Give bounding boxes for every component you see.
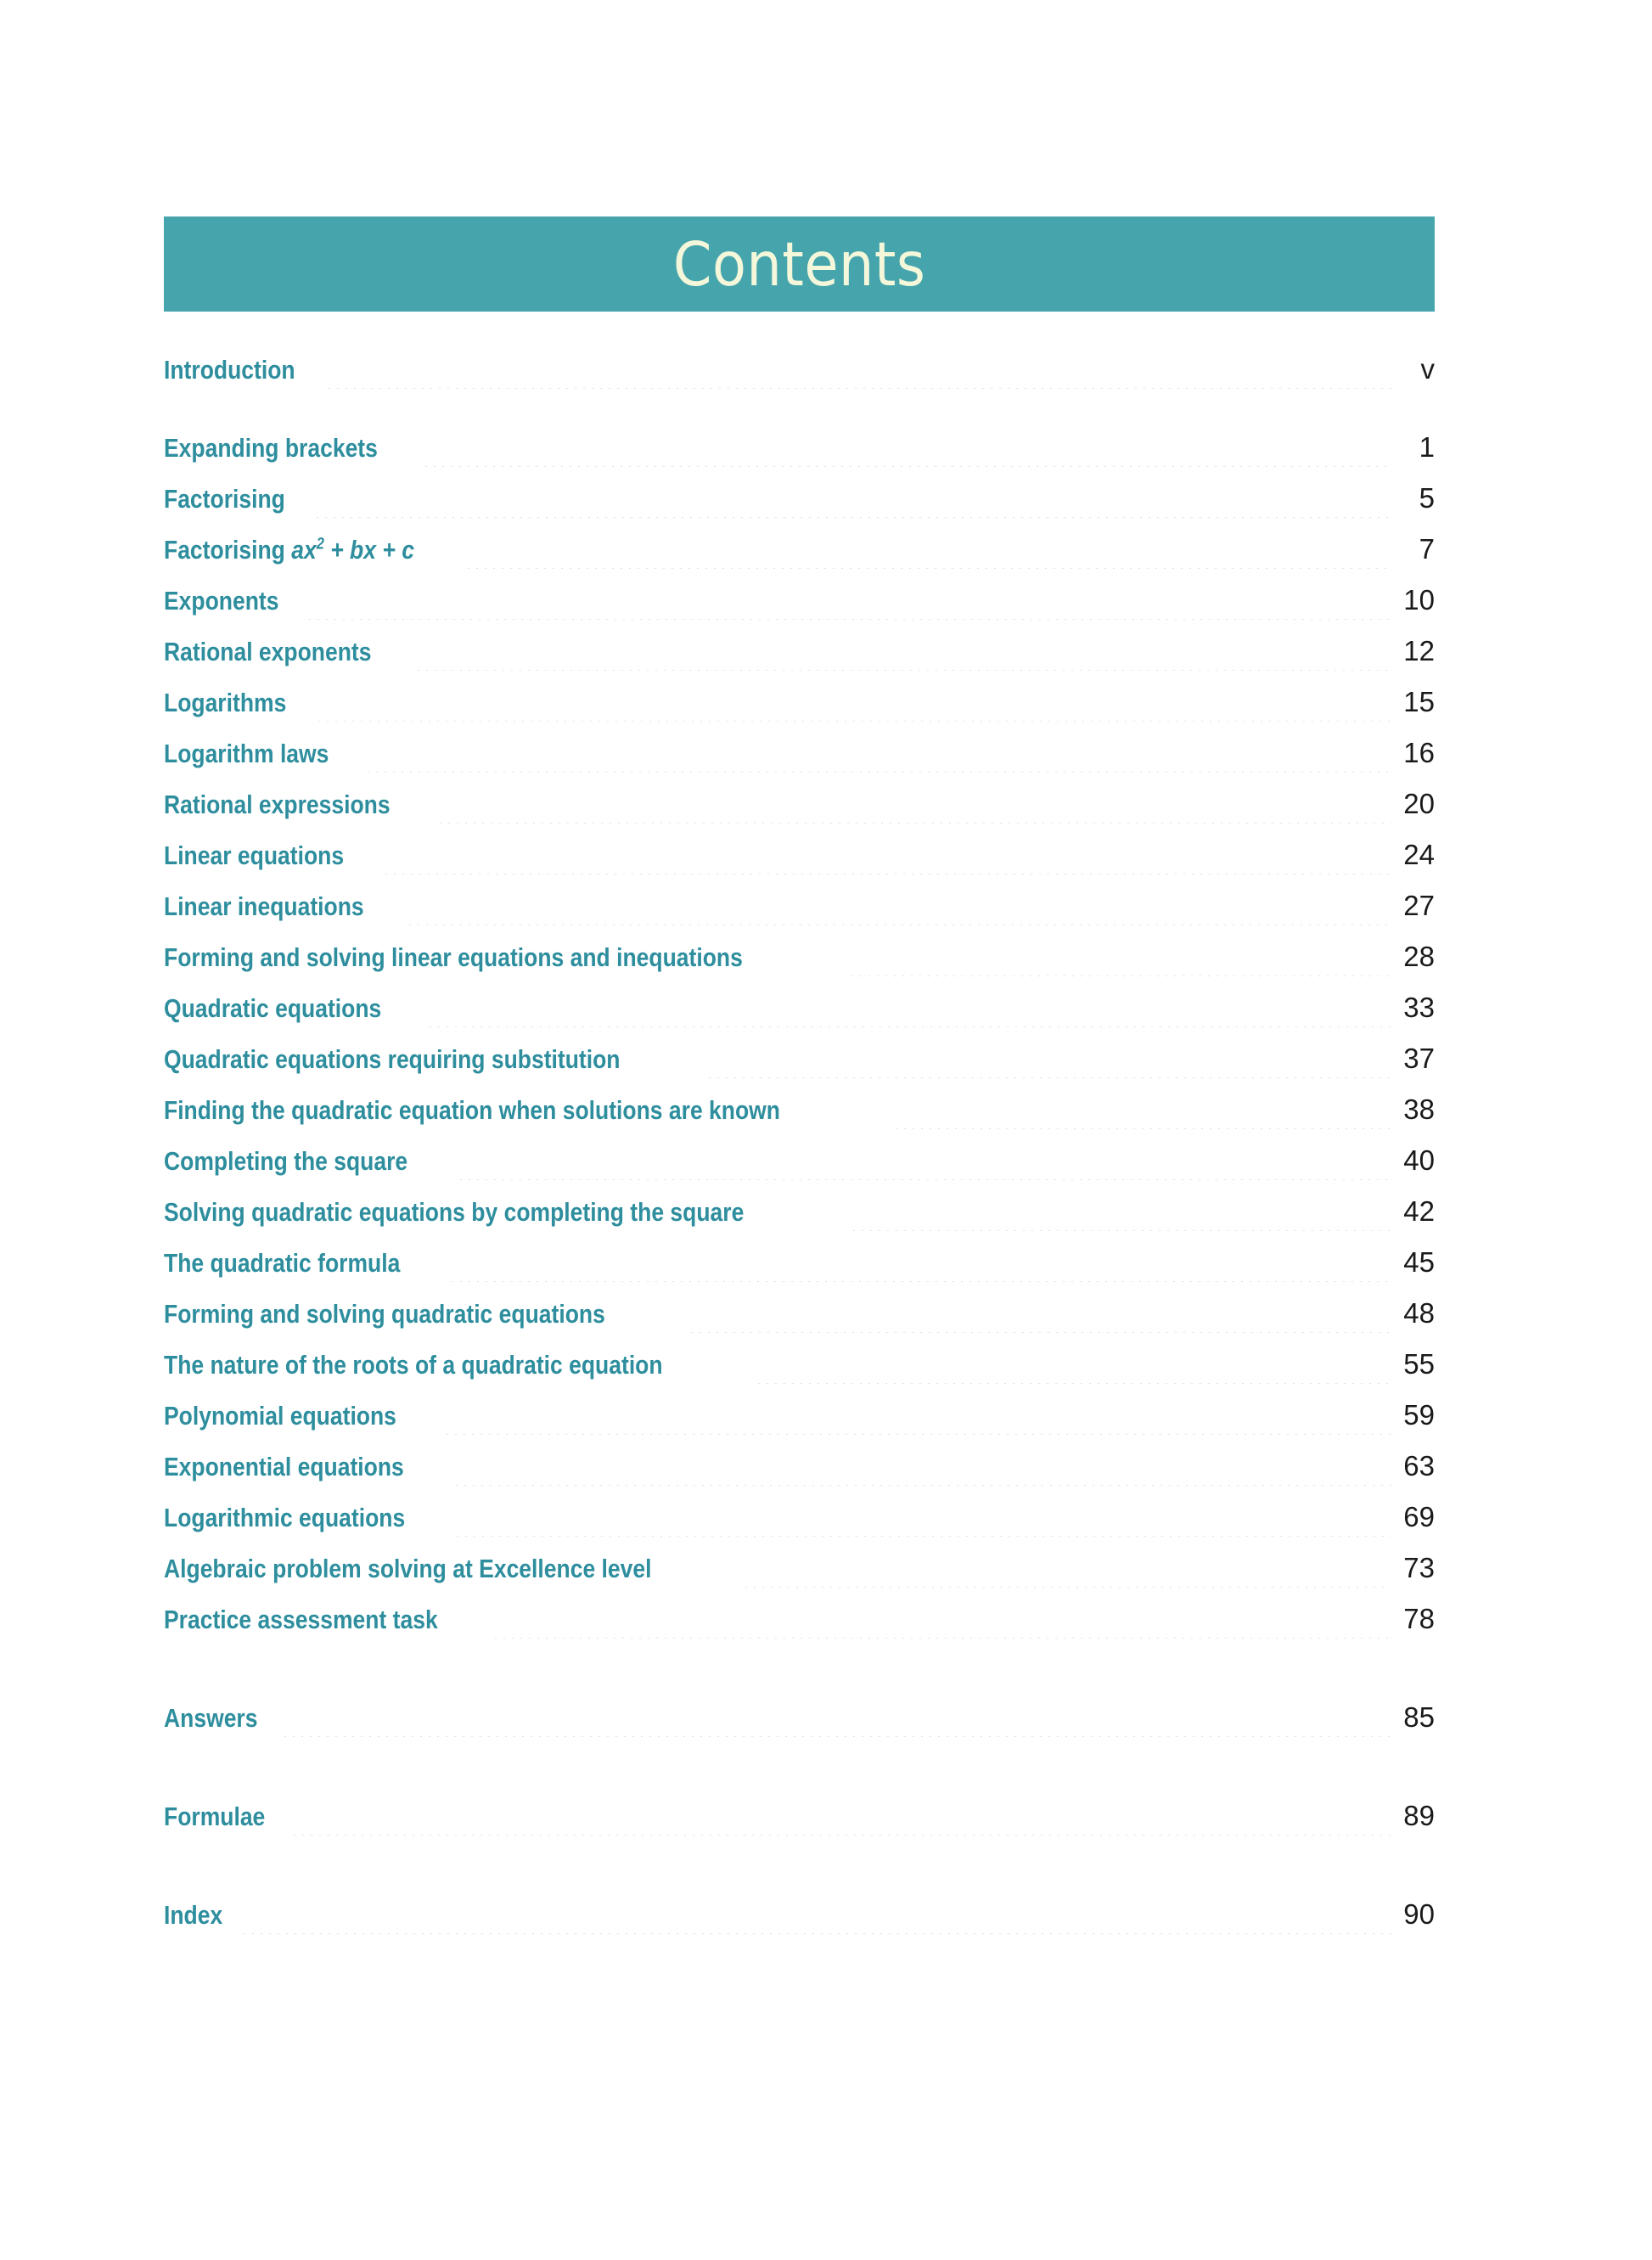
toc-entry-label: Linear equations [164, 840, 345, 870]
toc-leader-dots [364, 772, 1391, 773]
toc-entry-label: The nature of the roots of a quadratic equation [164, 1350, 663, 1380]
toc-leader-dots [452, 1485, 1391, 1486]
toc-entry-label: Quadratic equations requiring substitution [164, 1044, 621, 1074]
toc-leader-dots [315, 721, 1391, 722]
toc-entry-label: Forming and solving quadratic equations [164, 1299, 605, 1329]
toc-entry-label: Quadratic equations [164, 993, 382, 1023]
toc-entry-label: Introduction [164, 355, 295, 385]
toc-entry-page-number: 85 [1403, 1701, 1435, 1733]
toc-entry[interactable] [164, 1146, 1435, 1197]
toc-entry[interactable] [164, 484, 1435, 535]
toc-entry[interactable] [164, 1503, 1435, 1554]
toc-leader-dots [705, 1077, 1391, 1078]
toc-leader-dots [240, 1933, 1391, 1934]
toc-entry-page-number: 5 [1419, 482, 1435, 514]
toc-entry[interactable] [164, 942, 1435, 993]
toc-entry[interactable] [164, 355, 1435, 406]
toc-entry-page-number: 59 [1403, 1399, 1435, 1431]
toc-leader-dots [325, 388, 1391, 389]
toc-entry[interactable] [164, 586, 1435, 637]
toc-leader-dots [448, 1281, 1391, 1282]
toc-entry-label: Linear inequations [164, 891, 364, 921]
toc-entry[interactable] [164, 637, 1435, 688]
toc-entry-label: Rational exponents [164, 637, 372, 666]
toc-entry[interactable] [164, 1197, 1435, 1248]
toc-entry[interactable] [164, 1452, 1435, 1503]
toc-entry-page-number: 40 [1403, 1144, 1435, 1176]
toc-entry-label: Formulae [164, 1802, 266, 1831]
toc-entry-page-number: 10 [1403, 584, 1435, 616]
toc-leader-dots [688, 1332, 1391, 1333]
toc-leader-dots [848, 975, 1391, 976]
toc-leader-dots [453, 1536, 1391, 1537]
toc-entry-page-number: 12 [1403, 635, 1435, 666]
toc-entry-label: Exponential equations [164, 1452, 404, 1481]
toc-entry[interactable] [164, 1044, 1435, 1095]
toc-entry[interactable] [164, 535, 1435, 586]
toc-leader-dots [290, 1835, 1391, 1836]
toc-leader-dots [443, 1434, 1391, 1435]
toc-entry-label: Practice assessment task [164, 1605, 438, 1634]
toc-entry-label: Solving quadratic equations by completing the square [164, 1197, 745, 1227]
toc-entry-page-number: v [1420, 353, 1435, 385]
toc-entry[interactable] [164, 790, 1435, 840]
toc-entry-page-number: 89 [1403, 1800, 1435, 1831]
toc-entry-label: Algebraic problem solving at Excellence level [164, 1554, 652, 1583]
toc-entry-label-text: Factorising [164, 535, 292, 565]
toc-entry-page-number: 27 [1403, 890, 1435, 921]
toc-entry-page-number: 69 [1403, 1501, 1435, 1532]
toc-entry-label [164, 537, 414, 563]
toc-entry[interactable] [164, 1605, 1435, 1656]
toc-entry[interactable] [164, 433, 1435, 484]
toc-entry[interactable] [164, 1299, 1435, 1350]
toc-leader-dots [457, 1179, 1391, 1180]
toc-entry-label: Index [164, 1900, 223, 1930]
toc-entry-label: Answers [164, 1703, 258, 1733]
toc-entry-page-number: 38 [1403, 1093, 1435, 1125]
toc-entry[interactable] [164, 1248, 1435, 1299]
toc-entry-label: Logarithmic equations [164, 1503, 406, 1532]
toc-leader-dots [892, 1128, 1391, 1129]
toc-entry-label: Forming and solving linear equations and inequations [164, 942, 743, 972]
toc-entry[interactable] [164, 840, 1435, 891]
toc-entry-page-number: 24 [1403, 839, 1435, 870]
toc-entry-label: Expanding brackets [164, 433, 378, 463]
toc-leader-dots [414, 670, 1391, 671]
toc-leader-dots [426, 1026, 1391, 1027]
toc-leader-dots [464, 568, 1391, 569]
toc-entry[interactable] [164, 739, 1435, 790]
toc-entry[interactable] [164, 688, 1435, 739]
toc-entry[interactable] [164, 1802, 1435, 1852]
toc-entry-page-number: 90 [1403, 1898, 1435, 1930]
toc-entry[interactable] [164, 1703, 1435, 1754]
toc-entry-page-number: 55 [1403, 1348, 1435, 1380]
toc-entry[interactable] [164, 891, 1435, 942]
toc-leader-dots [492, 1638, 1391, 1639]
toc-entry-page-number: 78 [1403, 1603, 1435, 1634]
toc-entry-page-number: 37 [1403, 1043, 1435, 1074]
contents-header-banner [164, 216, 1435, 312]
toc-entry-page-number: 73 [1403, 1552, 1435, 1583]
toc-entry-label: Logarithm laws [164, 739, 329, 768]
toc-entry-page-number: 33 [1403, 992, 1435, 1023]
toc-entry-label: The quadratic formula [164, 1248, 401, 1278]
toc-entry-page-number: 16 [1403, 737, 1435, 768]
toc-leader-dots [313, 517, 1391, 518]
toc-entry[interactable] [164, 993, 1435, 1044]
toc-leader-dots [850, 1230, 1391, 1231]
toc-entry[interactable] [164, 1900, 1435, 1951]
toc-entry-page-number: 63 [1403, 1450, 1435, 1481]
toc-entry-page-number: 1 [1419, 431, 1435, 463]
toc-leader-dots [281, 1736, 1391, 1737]
toc-entry-page-number: 15 [1403, 686, 1435, 717]
toc-entry-page-number: 48 [1403, 1297, 1435, 1329]
toc-entry-page-number: 28 [1403, 941, 1435, 972]
toc-entry-label: Polynomial equations [164, 1401, 396, 1431]
toc-leader-dots [436, 823, 1391, 824]
toc-leader-dots [742, 1587, 1391, 1588]
toc-entry[interactable] [164, 1554, 1435, 1605]
toc-entry-page-number: 45 [1403, 1246, 1435, 1278]
page-title: Contents [672, 228, 926, 300]
table-of-contents [164, 355, 1435, 1951]
toc-entry-label-math: $ax^2$ + bx + c [291, 535, 414, 565]
toc-entry-page-number: 7 [1419, 533, 1435, 565]
toc-entry[interactable] [164, 1350, 1435, 1401]
toc-entry-label: Completing the square [164, 1146, 408, 1176]
toc-entry-label: Logarithms [164, 688, 287, 717]
toc-entry[interactable] [164, 1401, 1435, 1452]
toc-leader-dots [422, 466, 1391, 467]
toc-entry[interactable] [164, 1095, 1435, 1146]
toc-leader-dots [755, 1383, 1391, 1384]
toc-entry-label: Exponents [164, 586, 279, 616]
toc-entry-label: Factorising [164, 484, 285, 514]
toc-entry-page-number: 42 [1403, 1195, 1435, 1227]
toc-entry-label: Rational expressions [164, 790, 391, 819]
toc-entry-page-number: 20 [1403, 788, 1435, 819]
toc-leader-dots [306, 619, 1391, 620]
toc-entry-label: Finding the quadratic equation when solutions are known [164, 1095, 780, 1125]
